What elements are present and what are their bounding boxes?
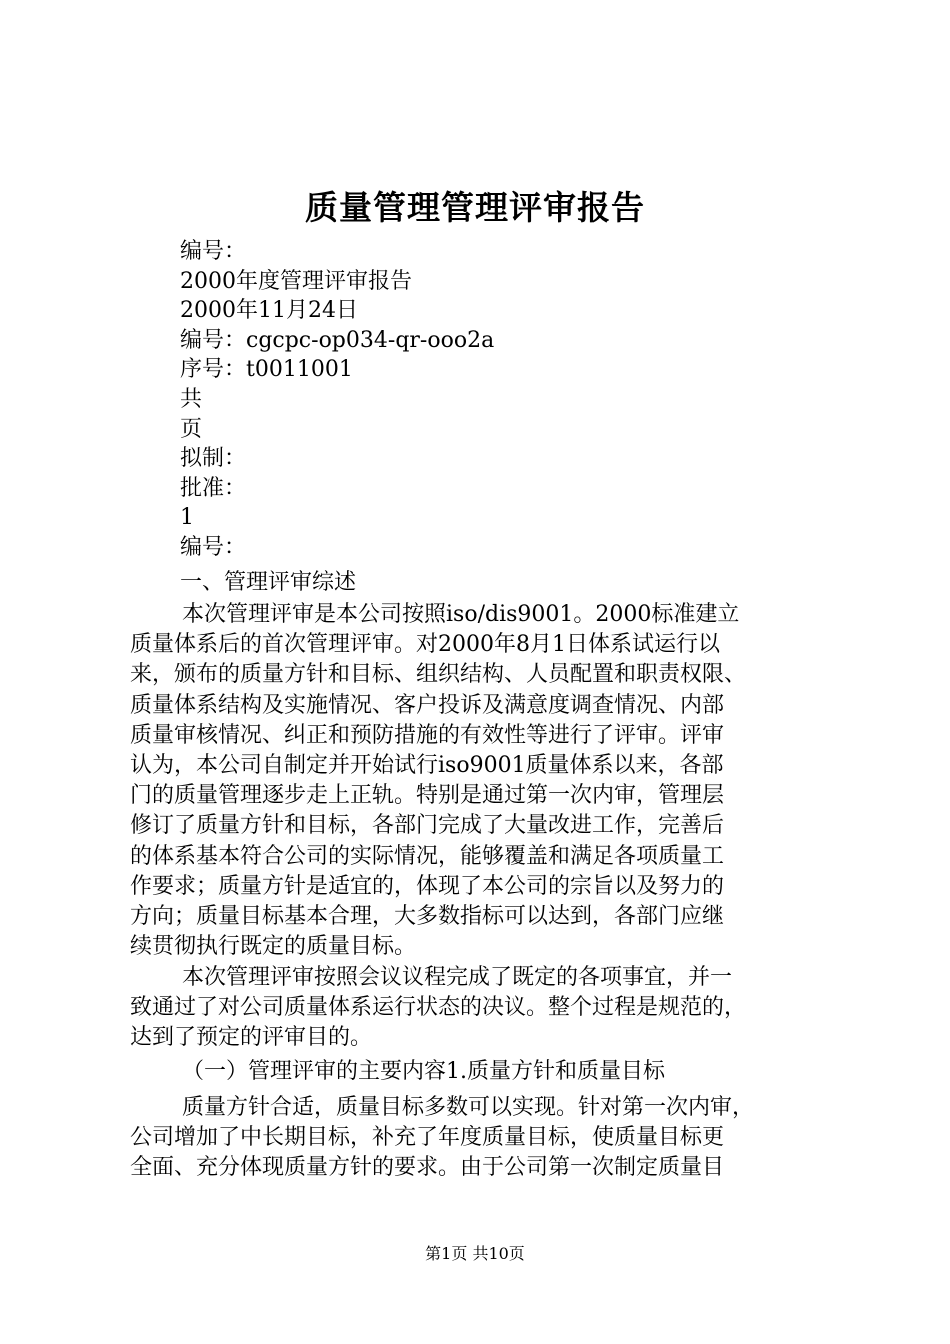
- document-title: 质量管理管理评审报告: [305, 188, 645, 227]
- meta-line: 2000年度管理评审报告: [180, 268, 412, 294]
- paragraph-summary: [130, 600, 830, 962]
- meta-line: 2000年11月24日: [180, 298, 358, 324]
- text-line: 认为，本公司自制定并开始试行iso9001质量体系以来，各部: [130, 752, 724, 778]
- text-line: 来，颁布的质量方针和目标、组织结构、人员配置和职责权限、: [130, 662, 747, 688]
- paragraph-policy: [130, 1093, 830, 1184]
- section-heading: 一、管理评审综述: [180, 570, 357, 595]
- meta-line: 共: [180, 386, 203, 412]
- paragraph-conclusion: [130, 963, 830, 1054]
- text-line: 续贯彻执行既定的质量目标。: [130, 934, 417, 960]
- meta-block: [180, 237, 494, 563]
- text-line: 达到了预定的评审目的。: [130, 1025, 373, 1051]
- text-line: 质量体系结构及实施情况、客户投诉及满意度调查情况、内部: [130, 692, 725, 718]
- subheading-block: [130, 1057, 830, 1087]
- text-line: 门的质量管理逐步走上正轨。特别是通过第一次内审，管理层: [130, 783, 725, 809]
- meta-line: 1: [180, 505, 194, 531]
- text-line: 本次管理评审按照会议议程完成了既定的各项事宜，并一: [182, 965, 733, 990]
- subheading: （一）管理评审的主要内容1.质量方针和质量目标: [182, 1059, 665, 1084]
- meta-line: 编号：: [180, 239, 247, 264]
- meta-line: 序号：t0011001: [180, 357, 353, 383]
- text-line: 作要求；质量方针是适宜的，体现了本公司的宗旨以及努力的: [130, 873, 725, 899]
- text-line: 公司增加了中长期目标，补充了年度质量目标，使质量目标更: [130, 1125, 725, 1151]
- text-line: 全面、充分体现质量方针的要求。由于公司第一次制定质量目: [130, 1155, 725, 1181]
- text-line: 质量方针合适，质量目标多数可以实现。针对第一次内审，: [182, 1095, 755, 1120]
- text-line: 本次管理评审是本公司按照iso/dis9001。2000标准建立: [182, 602, 740, 627]
- text-line: 修订了质量方针和目标，各部门完成了大量改进工作，完善后: [130, 813, 725, 839]
- text-line: 的体系基本符合公司的实际情况，能够覆盖和满足各项质量工: [130, 843, 725, 869]
- meta-line: 编号：: [180, 534, 247, 560]
- page-footer: 第1页 共10页: [425, 1244, 525, 1263]
- meta-line: 编号：cgcpc-op034-qr-ooo2a: [180, 327, 495, 353]
- text-line: 质量审核情况、纠正和预防措施的有效性等进行了评审。评审: [130, 722, 725, 748]
- text-line: 方向；质量目标基本合理，大多数指标可以达到，各部门应继: [130, 903, 725, 929]
- text-line: 质量体系后的首次管理评审。对2000年8月1日体系试运行以: [130, 632, 720, 658]
- meta-line: 批准：: [180, 475, 247, 501]
- meta-line: 拟制：: [180, 446, 247, 472]
- meta-line: 页: [180, 416, 203, 442]
- text-line: 致通过了对公司质量体系运行状态的决议。整个过程是规范的，: [130, 995, 747, 1021]
